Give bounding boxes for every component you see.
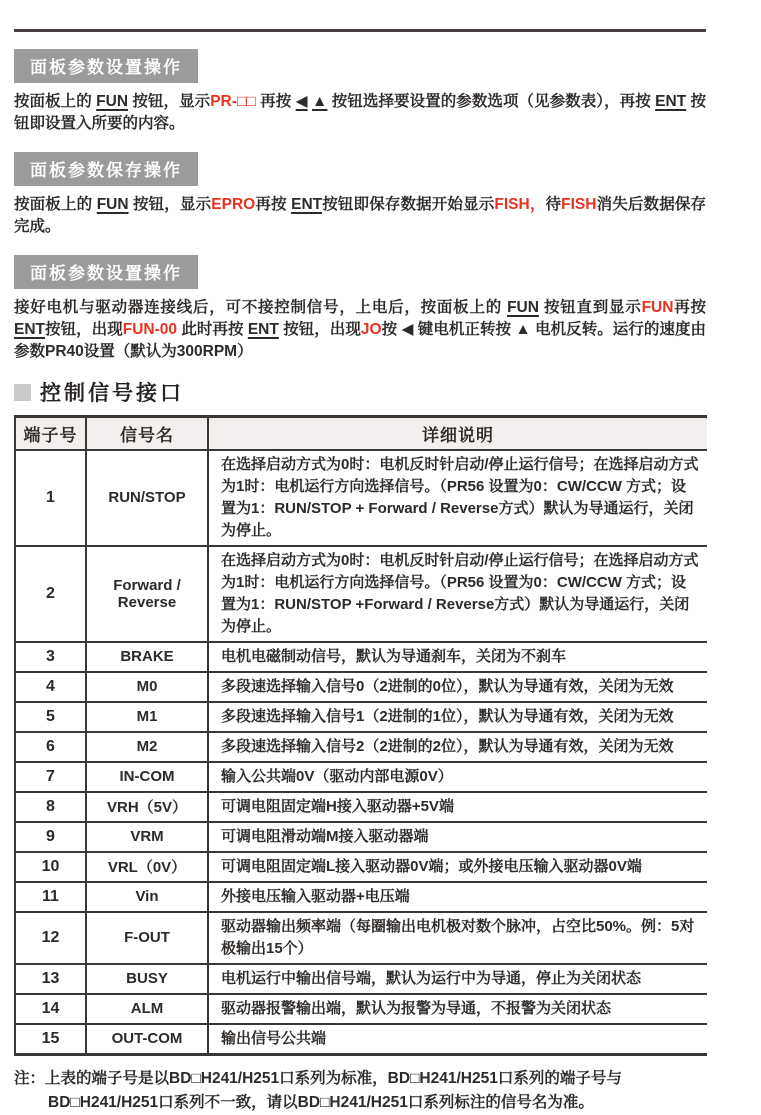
signal-description: 多段速选择输入信号0（2进制的0位），默认为导通有效，关闭为无效 [208, 672, 707, 702]
text-run: 接好电机与驱动器连接线后，可不接控制信号，上电后，按面板上的 [14, 299, 508, 316]
terminal-number: 13 [15, 964, 86, 994]
table-footnote: 注：上表的端子号是以BD□H241/H251口系列为标准，BD□H241/H251口系列的端子号与BD□H241/H251口系列不一致，请以BD□H241/H251口系列标注的信号名为准。 [14, 1069, 622, 1111]
section-title: 控制信号接口 [40, 382, 184, 405]
underlined-key-name: FUN [96, 196, 129, 213]
signal-name: F-OUT [86, 912, 208, 964]
text-run: 按面板上的 [14, 196, 97, 213]
section-bullet-icon [14, 384, 31, 401]
table-row [15, 1024, 707, 1055]
text-run: 按钮，显示 [128, 196, 212, 213]
text-run: 此时再按 [177, 321, 248, 338]
text-run: 按钮选择要设置的参数选项（见参数表），再按 [327, 93, 656, 110]
header-description: 详细说明 [208, 417, 707, 450]
table-row [15, 912, 707, 964]
terminal-number: 5 [15, 702, 86, 732]
text-run: 待 [545, 196, 562, 213]
signal-name: BUSY [86, 964, 208, 994]
signal-description: 输入公共端0V（驱动内部电源0V） [208, 762, 707, 792]
signal-description: 可调电阻固定端H接入驱动器+5V端 [208, 792, 707, 822]
underlined-key-name: ENT [655, 93, 687, 110]
text-run: 按面板上的 [14, 93, 97, 110]
signal-name: M1 [86, 702, 208, 732]
signal-name: RUN/STOP [86, 450, 208, 546]
signal-description: 驱动器输出频率端（每圈输出电机极对数个脉冲，占空比50%。例：5对极输出15个） [208, 912, 707, 964]
header-row [15, 417, 707, 450]
paragraph-panel-setting [14, 91, 706, 135]
table-row [15, 852, 707, 882]
text-run: 按钮即设置入所要的内容。 [14, 93, 707, 132]
highlight-red-text: EPRO [211, 196, 256, 213]
text-run: 按钮，出现 [278, 321, 361, 338]
section-badge-panel-setting: 面板参数设置操作 [14, 49, 198, 83]
table-row [15, 994, 707, 1024]
signal-description: 电机运行中输出信号端，默认为运行中为导通，停止为关闭状态 [208, 964, 707, 994]
paragraph-panel-save [14, 194, 706, 238]
table-row [15, 882, 707, 912]
underlined-key-name: ◀ [295, 93, 308, 110]
text-run: 再按 [255, 93, 296, 110]
underlined-key-name: ENT [291, 196, 323, 213]
signal-name: IN-COM [86, 762, 208, 792]
signal-name: M0 [86, 672, 208, 702]
table-row [15, 672, 707, 702]
control-signal-heading [14, 377, 761, 407]
control-signal-table [14, 415, 707, 1056]
table-row [15, 702, 707, 732]
signal-description: 多段速选择输入信号2（2进制的2位），默认为导通有效，关闭为无效 [208, 732, 707, 762]
highlight-red-text: FUN [641, 299, 674, 316]
table-row [15, 732, 707, 762]
signal-name: Vin [86, 882, 208, 912]
signal-table-body [15, 450, 707, 1055]
paragraph-trial-run [14, 297, 706, 363]
highlight-red-text: FUN-00 [122, 321, 177, 338]
terminal-number: 7 [15, 762, 86, 792]
table-row [15, 642, 707, 672]
manual-page [0, 29, 761, 1111]
signal-description: 在选择启动方式为0时：电机反时针启动/停止运行信号；在选择启动方式为1时：电机运行方向选择信号。（PR56 设置为0：CW/CCW 方式；设置为1：RUN/STOP + Forward / Reverse方式）默认为导通运行，关闭为停止。 [208, 450, 707, 546]
text-run: 按钮，出现 [45, 321, 123, 338]
signal-name: VRL（0V） [86, 852, 208, 882]
text-run: 按钮直到显示 [538, 299, 642, 316]
header-terminal-number: 端子号 [15, 417, 86, 450]
signal-description: 输出信号公共端 [208, 1024, 707, 1055]
signal-name: Forward / Reverse [86, 546, 208, 642]
terminal-number: 15 [15, 1024, 86, 1055]
table-row [15, 762, 707, 792]
terminal-number: 4 [15, 672, 86, 702]
underlined-key-name: ▲ [312, 93, 328, 110]
text-run: 消失后数据保存完成。 [14, 196, 706, 235]
signal-name: ALM [86, 994, 208, 1024]
signal-name: OUT-COM [86, 1024, 208, 1055]
terminal-number: 1 [15, 450, 86, 546]
highlight-red-text: FISH， [494, 196, 546, 213]
underlined-key-name: ENT [14, 321, 45, 338]
signal-name: VRM [86, 822, 208, 852]
terminal-number: 11 [15, 882, 86, 912]
table-row [15, 792, 707, 822]
underlined-key-name: FUN [96, 93, 129, 110]
signal-description: 外接电压输入驱动器+电压端 [208, 882, 707, 912]
signal-description: 电机电磁制动信号，默认为导通刹车，关闭为不刹车 [208, 642, 707, 672]
table-row [15, 546, 707, 642]
highlight-red-text: FISH [561, 196, 597, 213]
terminal-number: 8 [15, 792, 86, 822]
signal-name: M2 [86, 732, 208, 762]
header-signal-name: 信号名 [86, 417, 208, 450]
signal-name: VRH（5V） [86, 792, 208, 822]
highlight-red-text: JO [360, 321, 382, 338]
highlight-red-text: PR-□□ [210, 93, 256, 110]
signal-description: 多段速选择输入信号1（2进制的1位），默认为导通有效，关闭为无效 [208, 702, 707, 732]
section-badge-panel-save: 面板参数保存操作 [14, 152, 198, 186]
text-run: 再按 [255, 196, 292, 213]
terminal-number: 10 [15, 852, 86, 882]
signal-description: 驱动器报警输出端，默认为报警为导通，不报警为关闭状态 [208, 994, 707, 1024]
table-row [15, 822, 707, 852]
signal-description: 可调电阻滑动端M接入驱动器端 [208, 822, 707, 852]
table-row [15, 964, 707, 994]
terminal-number: 6 [15, 732, 86, 762]
table-row [15, 450, 707, 546]
text-run: 再按 [673, 299, 706, 316]
terminal-number: 14 [15, 994, 86, 1024]
top-divider-rule [14, 29, 706, 32]
terminal-number: 12 [15, 912, 86, 964]
text-run: 按钮即保存数据开始显示 [322, 196, 495, 213]
signal-description: 在选择启动方式为0时：电机反时针启动/停止运行信号；在选择启动方式为1时：电机运行方向选择信号。（PR56 设置为0：CW/CCW 方式；设置为1：RUN/STOP +Forward / Reverse方式）默认为导通运行，关闭为停止。 [208, 546, 707, 642]
signal-description: 可调电阻固定端L接入驱动器0V端；或外接电压输入驱动器0V端 [208, 852, 707, 882]
underlined-key-name: ENT [247, 321, 279, 338]
text-run: 按钮，显示 [128, 93, 211, 110]
underlined-key-name: FUN [507, 299, 539, 316]
terminal-number: 2 [15, 546, 86, 642]
terminal-number: 9 [15, 822, 86, 852]
text-run: 按 ◀ 键电机正转按 ▲ 电机反转。运行的速度由参数PR40设置（默认为300RPM） [14, 321, 706, 360]
signal-table-header [15, 417, 707, 450]
terminal-number: 3 [15, 642, 86, 672]
signal-name: BRAKE [86, 642, 208, 672]
section-badge-trial-run: 面板参数设置操作 [14, 255, 198, 289]
